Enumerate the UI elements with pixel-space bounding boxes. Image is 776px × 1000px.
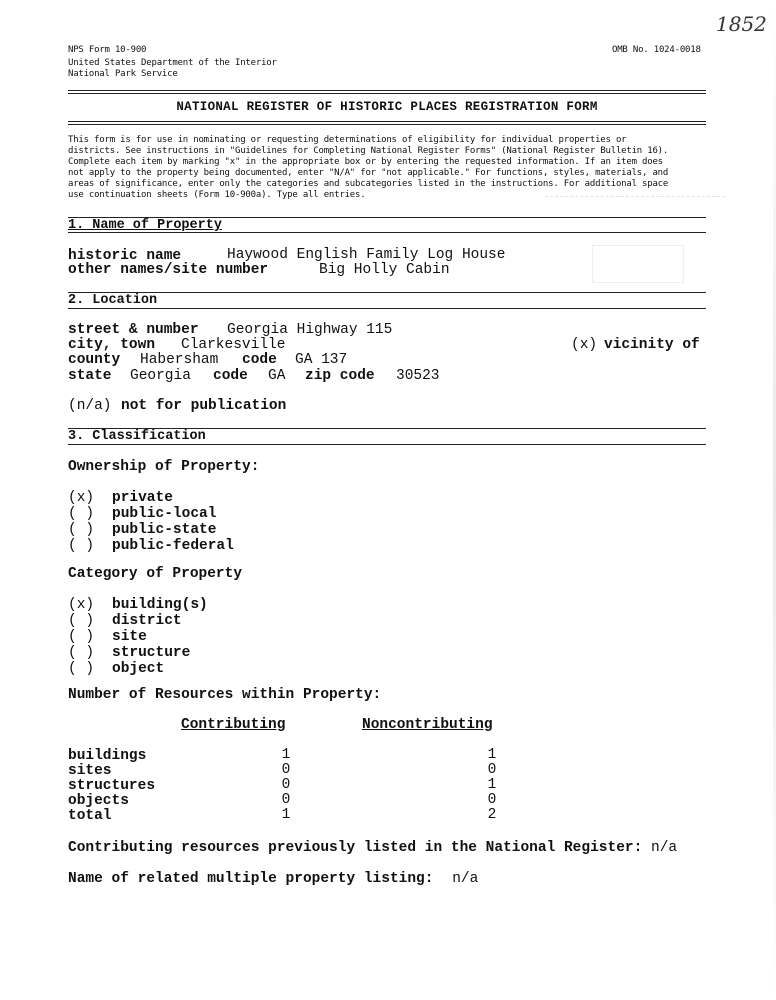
contributing-count: 0: [281, 762, 291, 778]
resource-type-label: total: [68, 808, 112, 824]
ownership-heading: Ownership of Property:: [68, 459, 260, 475]
checkbox-mark: (x): [68, 490, 95, 506]
resource-type-label: sites: [68, 763, 112, 779]
instruction-line: This form is for use in nominating or requesting determinations of eligibility for individual properties or: [68, 135, 627, 145]
previously-listed-value: n/a: [651, 840, 678, 856]
ownership-option-public-federal: [68, 538, 234, 554]
ownership-option-public-local: [68, 506, 234, 522]
noncontributing-count: 1: [487, 777, 497, 793]
option-label: building(s): [112, 597, 208, 613]
checkbox-mark: (x): [68, 597, 95, 613]
ownership-option-public-state: [68, 522, 234, 538]
checkbox-mark: ( ): [68, 661, 95, 677]
resource-type-label: objects: [68, 793, 129, 809]
multiple-listing-label: Name of related multiple property listing:: [68, 871, 434, 887]
state-value: Georgia: [130, 368, 191, 384]
street-value: Georgia Highway 115: [227, 322, 393, 338]
department: United States Department of the Interior: [68, 58, 277, 68]
agency: National Park Service: [68, 69, 178, 79]
form-number: NPS Form 10-900: [68, 45, 147, 55]
option-label: private: [112, 490, 173, 506]
previously-listed-row: [68, 840, 677, 856]
option-label: public-state: [112, 522, 217, 538]
county-value: Habersham: [140, 352, 219, 368]
category-option-district: [68, 613, 208, 629]
contributing-count: 1: [281, 807, 291, 823]
vicinity-mark: (x): [571, 337, 598, 353]
instruction-line: Complete each item by marking "x" in the appropriate box or by entering the requested information. If an item does: [68, 157, 663, 167]
checkbox-mark: ( ): [68, 506, 95, 522]
section2-title: 2. Location: [68, 293, 158, 308]
section3-title: 3. Classification: [68, 429, 206, 444]
table-row: [68, 763, 528, 778]
county-code-label: code: [242, 352, 277, 368]
option-label: structure: [112, 645, 191, 661]
multiple-listing-row: [68, 871, 478, 887]
resources-heading: Number of Resources within Property:: [68, 687, 382, 703]
contributing-column-header: Contributing: [181, 717, 286, 733]
form-title: NATIONAL REGISTER OF HISTORIC PLACES REGISTRATION FORM: [176, 100, 598, 114]
contributing-count: 1: [281, 747, 291, 763]
state-code-value: GA: [268, 368, 286, 384]
category-heading: Category of Property: [68, 566, 243, 582]
instruction-line: not apply to the property being documented, enter "N/A" for "not applicable." For functions, styles, materials, and: [68, 168, 669, 178]
city-label: city, town: [68, 337, 156, 353]
publication-label: not for publication: [121, 398, 287, 414]
section1-rule-bottom: [68, 232, 706, 233]
section2-rule-bottom: [68, 308, 706, 309]
instruction-line: areas of significance, enter only the categories and subcategories listed in the instructions. For additional space: [68, 179, 669, 189]
header-rule-top: [68, 90, 706, 91]
noncontributing-count: 0: [487, 792, 497, 808]
option-label: object: [112, 661, 165, 677]
resource-type-label: buildings: [68, 748, 147, 764]
other-names-value: Big Holly Cabin: [319, 262, 450, 278]
historic-name-value: Haywood English Family Log House: [227, 247, 506, 263]
resources-table: [68, 748, 528, 823]
instruction-line: use continuation sheets (Form 10-900a). Type all entries.: [68, 190, 366, 200]
previously-listed-label: Contributing resources previously listed in the National Register:: [68, 840, 643, 856]
header-rule-bottom-2: [68, 124, 706, 125]
zip-label: zip code: [305, 368, 375, 384]
category-option-site: [68, 629, 208, 645]
category-option-structure: [68, 645, 208, 661]
omb-number: OMB No. 1024-0018: [612, 45, 701, 55]
table-row: [68, 778, 528, 793]
table-row: [68, 748, 528, 763]
checkbox-mark: ( ): [68, 629, 95, 645]
checkbox-mark: ( ): [68, 522, 95, 538]
category-option-object: [68, 661, 208, 677]
state-label: state: [68, 368, 112, 384]
contributing-count: 0: [281, 792, 291, 808]
handwritten-page-number: 1852: [716, 12, 767, 36]
historic-name-label: historic name: [68, 248, 182, 264]
resource-type-label: structures: [68, 778, 156, 794]
table-row: [68, 793, 528, 808]
faded-stamp-box: [592, 245, 684, 283]
option-label: district: [112, 613, 182, 629]
city-value: Clarkesville: [181, 337, 286, 353]
zip-value: 30523: [396, 368, 440, 384]
section1-title: 1. Name of Property: [68, 218, 222, 233]
noncontributing-column-header: Noncontributing: [362, 717, 493, 733]
state-code-label: code: [213, 368, 248, 384]
category-list: [68, 597, 208, 677]
publication-mark: (n/a): [68, 398, 112, 414]
checkbox-mark: ( ): [68, 538, 95, 554]
option-label: site: [112, 629, 147, 645]
contributing-count: 0: [281, 777, 291, 793]
category-option-buildings: [68, 597, 208, 613]
ownership-option-private: [68, 490, 234, 506]
other-names-label: other names/site number: [68, 262, 269, 278]
noncontributing-count: 0: [487, 762, 497, 778]
instructions: [68, 135, 668, 201]
header-rule-bottom: [68, 121, 706, 122]
table-row: [68, 808, 528, 823]
county-code-value: GA 137: [295, 352, 348, 368]
noncontributing-count: 2: [487, 807, 497, 823]
street-label: street & number: [68, 322, 199, 338]
checkbox-mark: ( ): [68, 645, 95, 661]
noncontributing-count: 1: [487, 747, 497, 763]
county-label: county: [68, 352, 121, 368]
checkbox-mark: ( ): [68, 613, 95, 629]
multiple-listing-value: n/a: [452, 871, 479, 887]
vicinity-label: vicinity of: [604, 337, 700, 353]
section2-rule: [68, 292, 706, 293]
option-label: public-federal: [112, 538, 234, 554]
ownership-list: [68, 490, 234, 554]
instruction-line: districts. See instructions in "Guidelines for Completing National Register Forms" (National Register Bulletin 16).: [68, 146, 669, 156]
section3-rule-bottom: [68, 444, 706, 445]
option-label: public-local: [112, 506, 217, 522]
header-rule-top-2: [68, 93, 706, 94]
